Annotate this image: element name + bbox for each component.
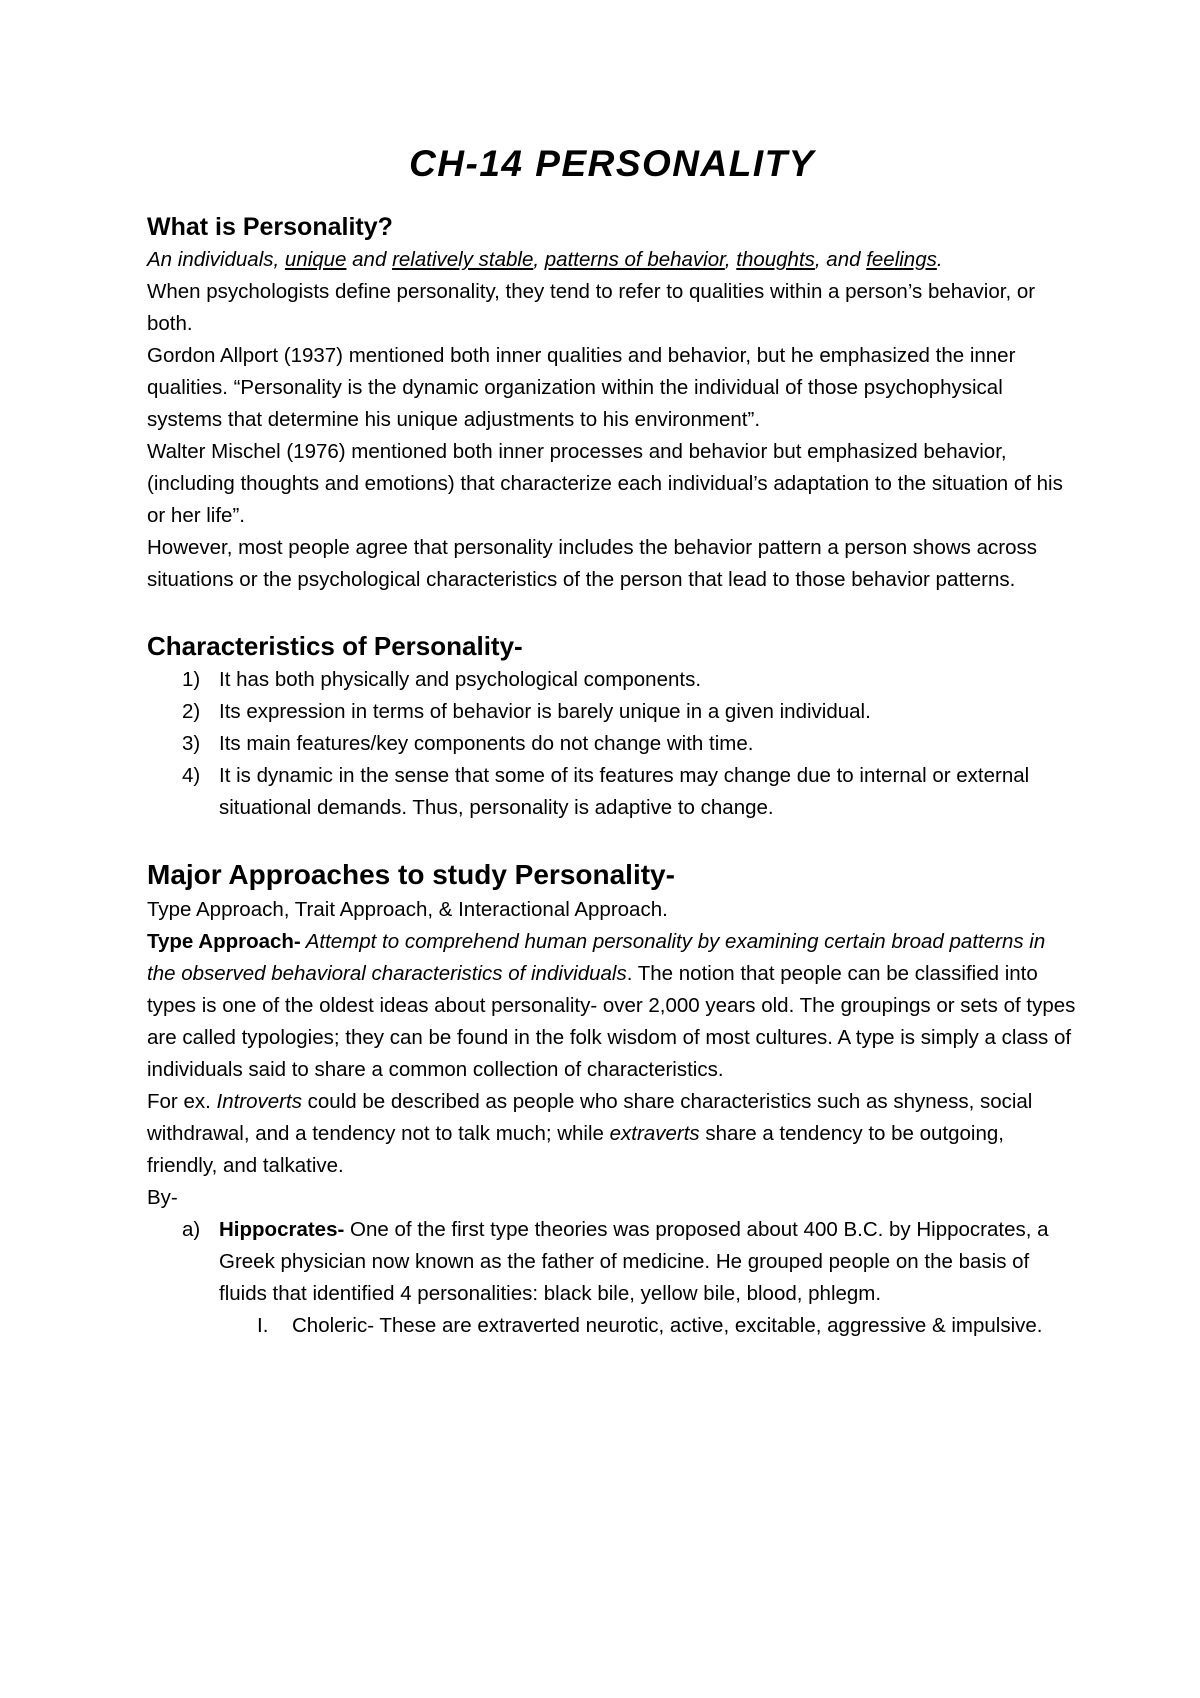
example-introverts: Introverts xyxy=(216,1090,302,1113)
definition-paragraph xyxy=(147,244,1077,276)
page-content xyxy=(147,140,1077,1342)
paragraph-however: However, most people agree that personality includes the behavior pattern a person shows across situations or the psychological characteristics of the person that lead to those behavior patterns. xyxy=(147,536,1037,591)
def-text: An individuals, xyxy=(147,248,285,271)
paragraph-mischel: Walter Mischel (1976) mentioned both inner processes and behavior but emphasized behavior, (including thoughts and emotions) that characterize each individual’s adaptation to the situation of his or her life”. xyxy=(147,440,1063,527)
list-item xyxy=(147,760,1077,824)
type-approach-text: . The notion that people can be classified into types is one of the oldest ideas about personality- over 2,000 years old. The groupings or sets of types are called typologies; they can be found in the folk wisdom of most cultures. A type is simply a class of individuals said to share a common collection of characteristics. xyxy=(147,962,1076,1081)
paragraph-define: When psychologists define personality, they tend to refer to qualities within a person’s behavior, or both. xyxy=(147,280,1036,335)
list-marker: a) xyxy=(182,1218,201,1241)
def-text: , xyxy=(724,248,737,271)
list-item-choleric xyxy=(147,1310,1077,1342)
example-text: For ex. xyxy=(147,1090,217,1113)
choleric-text: Choleric- These are extraverted neurotic, active, excitable, aggressive & impulsive. xyxy=(292,1314,1043,1337)
list-item-text: Its main features/key components do not change with time. xyxy=(219,732,754,755)
list-item xyxy=(147,728,1077,760)
type-approach-paragraph xyxy=(147,926,1077,1086)
list-item xyxy=(147,664,1077,696)
characteristics-list xyxy=(147,664,1077,824)
type-approach-definition: Attempt to comprehend human personality by examining certain broad patterns in the observed behavioral characteristics of individuals xyxy=(147,930,1046,985)
example-paragraph xyxy=(147,1086,1077,1182)
paragraph-allport: Gordon Allport (1937) mentioned both inner qualities and behavior, but he emphasized the inner qualities. “Personality is the dynamic organization within the individual of those psychophysical systems that determine his unique adjustments to his environment”. xyxy=(147,344,1016,431)
def-text: , and xyxy=(814,248,867,271)
heading-major-approaches: Major Approaches to study Personality- xyxy=(147,859,675,890)
list-marker: 1) xyxy=(182,668,201,691)
spacer xyxy=(147,824,1077,856)
example-text: could be described as people who share characteristics such as shyness, social withdrawal, and a tendency not to talk much; while xyxy=(147,1090,1033,1145)
hippocrates-label: Hippocrates- xyxy=(219,1218,345,1241)
list-item-hippocrates xyxy=(147,1214,1077,1310)
page-title: CH-14 PERSONALITY xyxy=(409,143,815,184)
heading-characteristics: Characteristics of Personality- xyxy=(147,631,523,661)
def-underlined: unique xyxy=(284,248,347,271)
list-item-text: It has both physically and psychological components. xyxy=(219,668,702,691)
type-approach-label: Type Approach- xyxy=(147,930,301,953)
list-marker: I. xyxy=(257,1314,269,1337)
def-text: , xyxy=(533,248,545,271)
def-text: . xyxy=(936,248,943,271)
def-text: and xyxy=(346,248,393,271)
def-underlined: thoughts xyxy=(736,248,815,271)
list-marker: 4) xyxy=(182,764,201,787)
def-underlined: relatively stable xyxy=(392,248,534,271)
list-marker: 3) xyxy=(182,732,201,755)
heading-what-is-personality: What is Personality? xyxy=(147,213,393,241)
example-text: share a tendency to be outgoing, friendly, and talkative. xyxy=(147,1122,1004,1177)
hippocrates-text: One of the first type theories was proposed about 400 B.C. by Hippocrates, a Greek physician now known as the father of medicine. He grouped people on the basis of fluids that identified 4 personalities: black bile, yellow bile, blood, phlegm. xyxy=(219,1218,1049,1305)
list-item-text: It is dynamic in the sense that some of its features may change due to internal or external situational demands. Thus, personality is adaptive to change. xyxy=(219,764,1030,819)
by-label: By- xyxy=(147,1186,178,1209)
example-extraverts: extraverts xyxy=(609,1122,700,1145)
approaches-list-paragraph: Type Approach, Trait Approach, & Interactional Approach. xyxy=(147,898,668,921)
list-item-text: Its expression in terms of behavior is barely unique in a given individual. xyxy=(219,700,871,723)
list-marker: 2) xyxy=(182,700,201,723)
spacer xyxy=(147,596,1077,628)
list-item xyxy=(147,696,1077,728)
def-underlined: patterns of behavior xyxy=(544,248,725,271)
def-underlined: feelings xyxy=(866,248,937,271)
